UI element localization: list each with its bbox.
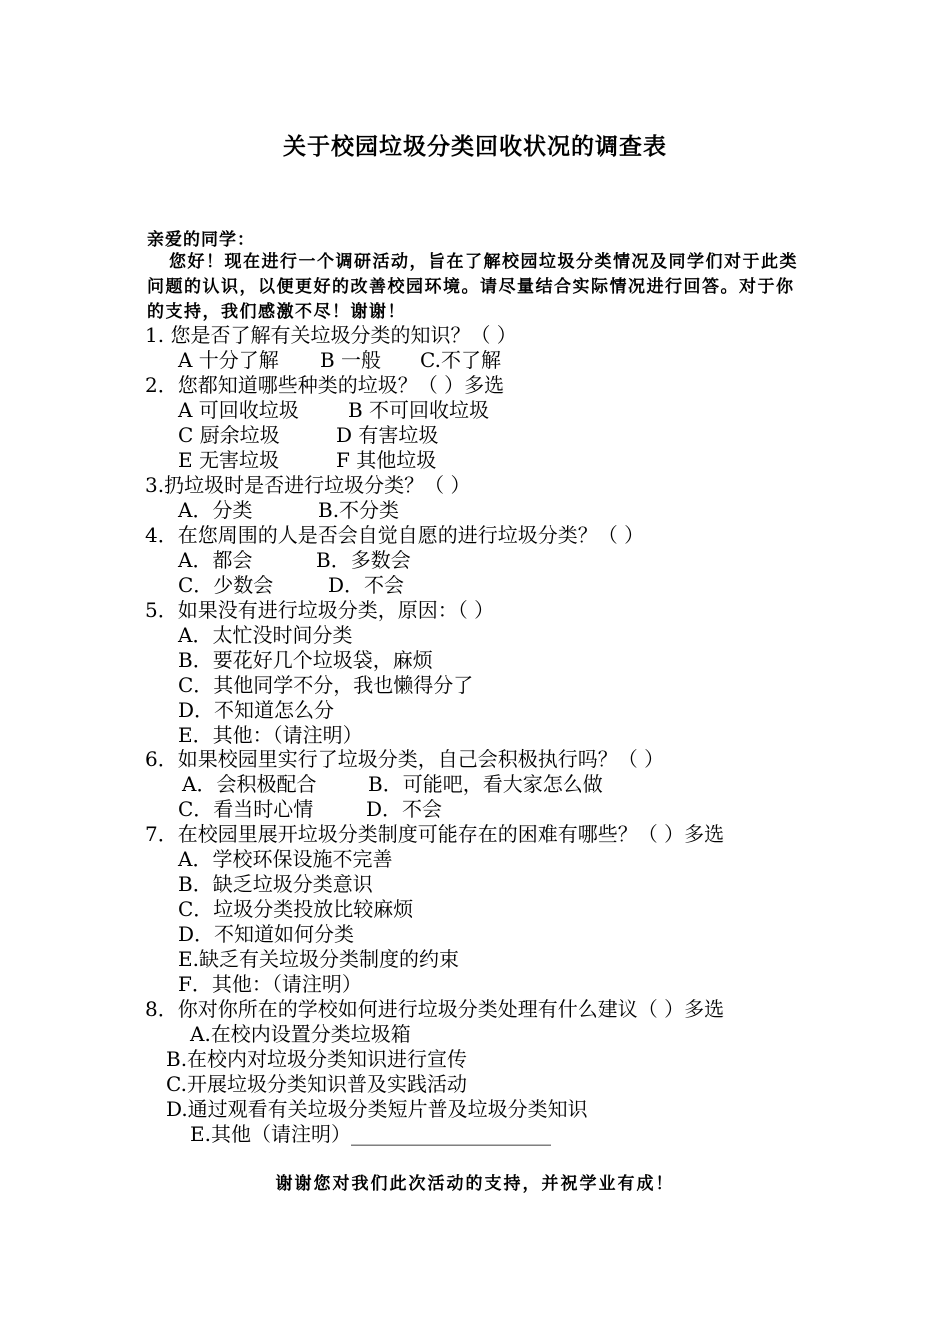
option: B.不分类 bbox=[318, 498, 400, 522]
option: A．会积极配合 bbox=[182, 772, 317, 796]
option: A．分类 bbox=[178, 498, 253, 522]
option-fill-in: E.其他（请注明）____________________ bbox=[190, 1122, 551, 1146]
option: D 有害垃圾 bbox=[336, 423, 439, 447]
option: C．少数会 bbox=[178, 573, 274, 597]
option: E．其他：（请注明） bbox=[178, 723, 363, 747]
option: A.在校内设置分类垃圾箱 bbox=[190, 1022, 411, 1046]
question-8: 8．你对你所在的学校如何进行垃圾分类处理有什么建议（ ）多选 bbox=[145, 997, 725, 1021]
option: C．其他同学不分，我也懒得分了 bbox=[178, 673, 474, 697]
option: A 可回收垃圾 bbox=[178, 398, 299, 422]
question-4: 4．在您周围的人是否会自觉自愿的进行垃圾分类？（ ） bbox=[145, 523, 645, 547]
option: B 不可回收垃圾 bbox=[348, 398, 490, 422]
question-2: 2．您都知道哪些种类的垃圾？（ ）多选 bbox=[145, 373, 505, 397]
option: C 厨余垃圾 bbox=[178, 423, 280, 447]
option: B．缺乏垃圾分类意识 bbox=[178, 872, 373, 896]
closing-message: 谢谢您对我们此次活动的支持，并祝学业有成！ bbox=[275, 1174, 675, 1194]
option: C.不了解 bbox=[420, 348, 501, 372]
option: D．不会 bbox=[366, 797, 443, 821]
option: A．学校环保设施不完善 bbox=[178, 847, 393, 871]
question-7: 7．在校园里展开垃圾分类制度可能存在的困难有哪些？（ ）多选 bbox=[145, 822, 725, 846]
option: C．看当时心情 bbox=[178, 797, 314, 821]
option: C.开展垃圾分类知识普及实践活动 bbox=[166, 1072, 467, 1096]
option: D．不知道如何分类 bbox=[178, 922, 355, 946]
option: D．不会 bbox=[328, 573, 405, 597]
option: A．太忙没时间分类 bbox=[178, 623, 353, 647]
option: A 十分了解 bbox=[178, 348, 279, 372]
option: D．不知道怎么分 bbox=[178, 698, 335, 722]
option: B．要花好几个垃圾袋，麻烦 bbox=[178, 648, 433, 672]
question-6: 6．如果校园里实行了垃圾分类，自己会积极执行吗？（ ） bbox=[145, 747, 665, 771]
page-title: 关于校园垃圾分类回收状况的调查表 bbox=[283, 133, 667, 160]
option: F．其他：（请注明） bbox=[178, 972, 362, 996]
question-3: 3.扔垃圾时是否进行垃圾分类？（ ） bbox=[145, 473, 471, 497]
option: B.在校内对垃圾分类知识进行宣传 bbox=[166, 1047, 468, 1071]
question-1: 1. 您是否了解有关垃圾分类的知识？（ ） bbox=[145, 323, 517, 347]
option: C．垃圾分类投放比较麻烦 bbox=[178, 897, 414, 921]
question-5: 5．如果没有进行垃圾分类，原因：（ ） bbox=[145, 598, 495, 622]
intro-paragraph: 您好！现在进行一个调研活动，旨在了解校园垃圾分类情况及同学们对于此类问题的认识，以便更好的改善校园环境。请尽量结合实际情况进行回答。对于你的支持，我们感激不尽！谢谢！ bbox=[147, 252, 798, 322]
option: B 一般 bbox=[320, 348, 382, 372]
option: B．可能吧，看大家怎么做 bbox=[368, 772, 603, 796]
option: B．多数会 bbox=[316, 548, 411, 572]
option: E 无害垃圾 bbox=[178, 448, 279, 472]
option: A．都会 bbox=[178, 548, 253, 572]
option: D.通过观看有关垃圾分类短片普及垃圾分类知识 bbox=[166, 1097, 588, 1121]
option: E.缺乏有关垃圾分类制度的约束 bbox=[178, 947, 459, 971]
option: F 其他垃圾 bbox=[336, 448, 437, 472]
salutation: 亲爱的同学： bbox=[147, 230, 255, 250]
